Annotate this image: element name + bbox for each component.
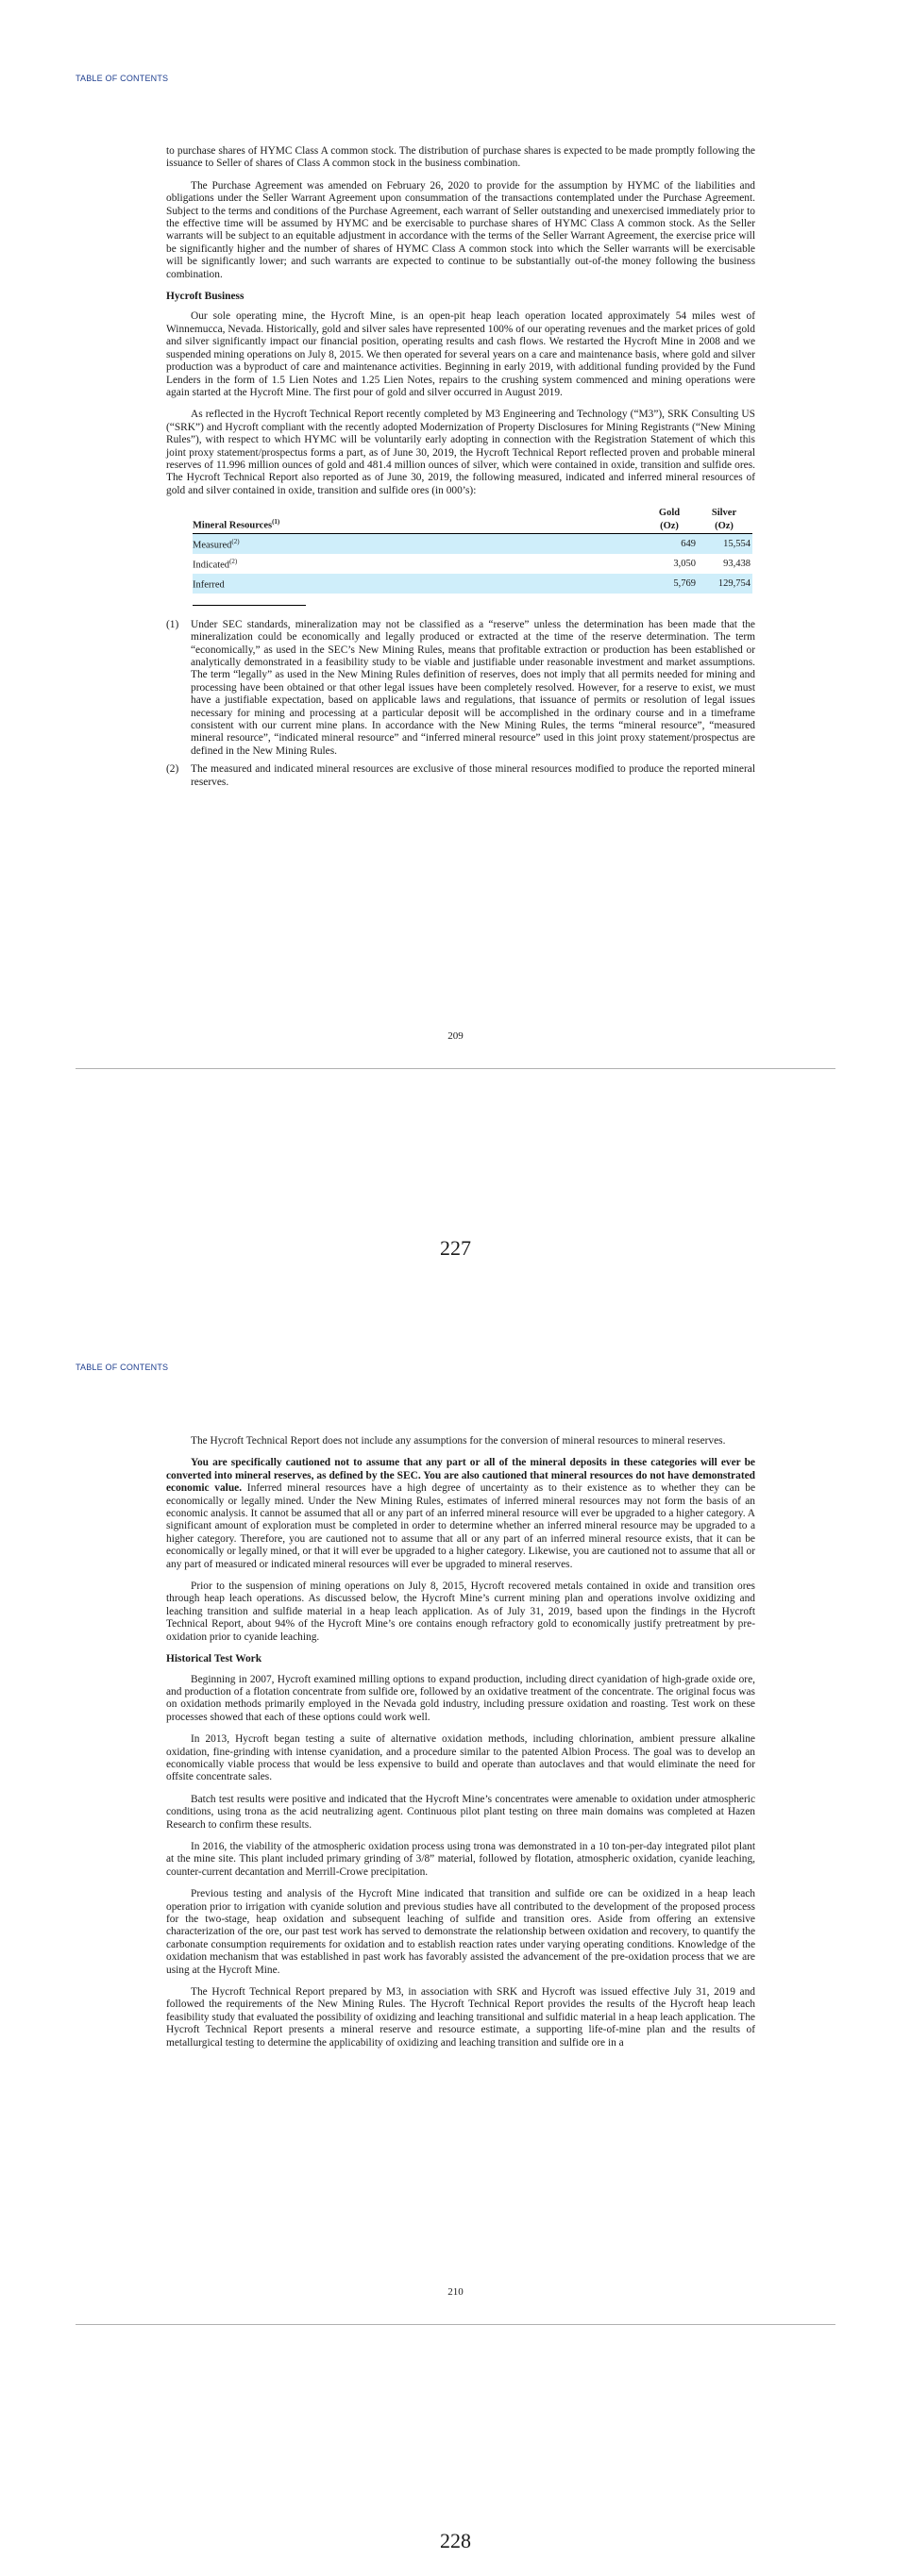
caution-bold-text: You are specifically cautioned not to assume that any part or all of the mineral deposits in these categories will ever be converted into mineral reserves, as defined by the SEC. You are also cautioned that mineral resources do not have demonstrated economic value. xyxy=(166,1457,755,1495)
footnote-2 xyxy=(166,763,755,789)
page-divider xyxy=(76,1068,835,1069)
footnote-text: The measured and indicated mineral resources are exclusive of those mineral resources modified to produce the reported mineral reserves. xyxy=(191,763,755,788)
pdf-page-number: 227 xyxy=(440,1236,471,1260)
paragraph-2013: In 2013, Hycroft began testing a suite of alternative oxidation methods, including chlorination, ambient pressure alkaline oxidation, fine-grinding with intense cyanidation, and a procedure similar to the patented Albion Process. The goal was to develop an economically viable process that would be less expensive to build and operate than autoclaves and that would eliminate the need for offsite concentrate sales. xyxy=(166,1733,755,1783)
page-body xyxy=(166,145,755,795)
page-divider xyxy=(76,2324,835,2325)
footnote-1 xyxy=(166,619,755,758)
mine-paragraph: Our sole operating mine, the Hycroft Mine, is an open-pit heap leach operation located approximately 54 miles west of Winnemucca, Nevada. Historically, gold and silver sales have represented 100% of our operating revenues and the market prices of gold and silver significantly impact our financial position, operating results and cash flows. We restarted the Hycroft Mine in 2008 and we suspended mining operations on July 8, 2015. We then operated for several years on a care and maintenance basis, where gold and silver production was a byproduct of care and maintenance activities. Beginning in early 2019, with additional funding provided by the Fund Lenders in the form of 1.5 Lien Notes and 1.25 Lien Notes, repairs to the crushing system commenced and mining operations were again started at the Hycroft Mine. The first pour of gold and silver occurred in August 2019. xyxy=(166,310,755,398)
table-of-contents-link[interactable]: TABLE OF CONTENTS xyxy=(76,1363,169,1372)
intro-paragraph: to purchase shares of HYMC Class A common stock. The distribution of purchase shares is expected to be made promptly following the issuance to Seller of shares of Class A common stock in the business combination. xyxy=(166,145,755,170)
page-number: 210 xyxy=(447,2286,464,2298)
table-row xyxy=(193,554,752,574)
assumptions-paragraph: The Hycroft Technical Report does not include any assumptions for the conversion of mineral resources to mineral reserves. xyxy=(191,1435,726,1447)
mineral-resources-table xyxy=(193,507,752,594)
footnote-marker: (2) xyxy=(166,763,179,776)
caution-paragraph xyxy=(166,1457,755,1571)
cell-silver: 93,438 xyxy=(723,558,751,569)
page-number: 209 xyxy=(447,1030,464,1042)
cell-silver: 15,554 xyxy=(698,533,752,553)
footnote-marker: (1) xyxy=(166,618,179,630)
m3-report-paragraph: The Hycroft Technical Report prepared by M3, in association with SRK and Hycroft was issued effective July 31, 2019 and followed the requirements of the New Mining Rules. The Hycroft Technical Report provides the results of the Hycroft heap leach feasibility study that evaluated the possibility of oxidizing and leaching transitional and sulfidic material in a heap leach application. The Hycroft Technical Report presents a mineral reserve and resource estimate, a supporting life-of-mine plan and the results of metallurgical testing to determine the applicability of oxidizing and leaching transition and sulfide ore in a xyxy=(166,1986,755,2049)
pdf-page-number: 228 xyxy=(440,2529,471,2552)
caution-text: Inferred mineral resources have a high degree of uncertainty as to their existence as to whether they can be economically or legally mined. Under the New Mining Rules, estimates of inferred mineral resources may not form the basis of an economic analysis. It cannot be assumed that all or any part of an inferred mineral resource will ever be upgraded to a higher category. A significant amount of exploration must be completed in order to determine whether an inferred mineral resource may be upgraded to a higher category. Therefore, you are cautioned not to assume that all or any part of an inferred mineral resource exists, that it can be economically or legally mined, or that it will ever be upgraded to a higher category. Likewise, you are cautioned not to assume that all or any part of measured or indicated mineral resources will ever be upgraded to mineral reserves. xyxy=(166,1482,756,1570)
cell-gold: 3,050 xyxy=(673,558,696,569)
prior-operations-paragraph: Prior to the suspension of mining operations on July 8, 2015, Hycroft recovered metals contained in oxide and transition ores through heap leach operations. As discussed below, the Hycroft Mine’s current mining plan and operations involve oxidizing and leaching transition and sulfide material in a heap leach application. As of July 31, 2019, based upon the findings in the Hycroft Technical Report, about 94% of the Hycroft Mine’s ore contains enough refractory gold to economically justify pretreatment by pre-oxidation prior to cyanide leaching. xyxy=(166,1581,755,1643)
page-body xyxy=(166,1435,755,2059)
table-header-row xyxy=(193,507,752,533)
row-label-measured: Measured$^{(2)}$ xyxy=(193,533,643,553)
paragraph-2007: Beginning in 2007, Hycroft examined milling options to expand production, including direct cyanidation of high-grade oxide ore, and production of a flotation concentrate from sulfide ore, followed by an oxidative treatment of the concentrate. The original focus was on oxidation methods primarily employed in the Nevada gold industry, including pressure oxidation and roasting. Test work on these processes showed that each of these options could work well. xyxy=(166,1673,755,1723)
column-header-silver: Silver (Oz) xyxy=(698,507,752,533)
cell-gold: 5,769 xyxy=(643,574,698,594)
table-row xyxy=(193,574,752,594)
footnote-text: Under SEC standards, mineralization may not be classified as a “reserve” unless the determination has been made that the mineralization could be economically and legally produced or extracted at the time of the reserve determination. The term “economically,” as used in the SEC’s New Mining Rules, means that profitable extraction or production has been established or analytically demonstrated in a feasibility study to be viable and justifiable under reasonable investment and market assumptions. The term “legally” as used in the New Mining Rules definition of reserves, does not imply that all permits needed for mining and processing have been obtained or that other legal issues have been completely resolved. However, for a reserve to exist, we must have a justifiable expectation, based on applicable laws and regulations, that issuance of permits or resolution of legal issues necessary for mining and processing at a particular deposit will be accomplished in the ordinary course and in a timeframe consistent with our current mine plans. In accordance with the New Mining Rules, the terms “mineral resource”, “measured mineral resource”, “indicated mineral resource” and “inferred mineral resource” used in this joint proxy statement/prospectus are defined in the New Mining Rules. xyxy=(191,618,755,757)
cell-gold: 649 xyxy=(643,533,698,553)
batch-results-paragraph: Batch test results were positive and indicated that the Hycroft Mine’s concentrates were amenable to oxidation under atmospheric conditions, using trona as the acid neutralizing agent. Continuous pilot plant testing on three main domains was completed at Hazen Research to confirm these results. xyxy=(166,1793,755,1831)
technical-report-paragraph: As reflected in the Hycroft Technical Report recently completed by M3 Engineering and Technology (“M3”), SRK Consulting US (“SRK”) and Hycroft compliant with the recently adopted Modernization of Property Disclosures for Mining Registrants (“New Mining Rules”), with respect to which HYMC will be voluntarily early adopting in connection with the Registration Statement of which this joint proxy statement/prospectus forms a part, as of June 30, 2019, the Hycroft Technical Report reflected proven and probable mineral reserves of 11.996 million ounces of gold and 481.4 million ounces of silver, which were contained in oxide, transition and sulfide ores. The Hycroft Technical Report also reported as of June 30, 2019, the following measured, indicated and inferred mineral resources of gold and silver contained in oxide, transition and sulfide ores (in 000’s): xyxy=(166,409,755,496)
table-row xyxy=(193,533,752,553)
table-of-contents-link[interactable]: TABLE OF CONTENTS xyxy=(76,74,169,83)
paragraph-2016: In 2016, the viability of the atmospheric oxidation process using trona was demonstrated in a 10 ton-per-day integrated pilot plant at the mine site. This plant included primary grinding of 3/8” material, followed by flotation, atmospheric oxidation, cyanide leaching, counter-current decantation and Merrill-Crowe precipitation. xyxy=(166,1840,755,1878)
section-heading-historical-test-work: Historical Test Work xyxy=(166,1653,262,1665)
previous-testing-paragraph: Previous testing and analysis of the Hycroft Mine indicated that transition and sulfide ore can be oxidized in a heap leach operation prior to irrigation with cyanide solution and previous studies have all contributed to the development of the proposed process for the two-stage, heap oxidation and subsequent leaching of sulfide and transition ores. Aside from offering an extensive characterization of the ore, our past test work has served to demonstrate the relationship between oxidation and recovery, to quantify the carbonate consumption requirements for oxidation and to establish reaction rates under varying operating conditions. Knowledge of the oxidation mechanism that was established in past work has favorably assisted the advancement of the pre-oxidation process that we are using at the Hycroft Mine. xyxy=(166,1888,755,1976)
column-header-mineral-resources: Mineral Resources$^{(1)}$ xyxy=(193,507,643,533)
footnote-divider xyxy=(193,605,306,606)
row-label-inferred: Inferred xyxy=(193,574,643,594)
document-page-210 xyxy=(0,1302,911,2576)
cell-silver: 129,754 xyxy=(698,574,752,594)
amendment-paragraph: The Purchase Agreement was amended on February 26, 2020 to provide for the assumption by HYMC of the liabilities and obligations under the Seller Warrant Agreement upon consummation of the transactions contemplated under the Purchase Agreement. Subject to the terms and conditions of the Purchase Agreement, each warrant of Seller outstanding and unexercised immediately prior to the effective time will be assumed by HYMC and be exercisable to purchase shares of HYMC Class A common stock. As the Seller warrants will be subject to an equitable adjustment in accordance with the terms of the Seller Warrant Agreement, the exercise price will be significantly higher and the number of shares of HYMC Class A common stock into which the Seller warrants will be exercisable will be significantly lower; and such warrants are expected to continue to be substantially out-of-the money following the business combination. xyxy=(166,179,755,280)
column-header-gold: Gold (Oz) xyxy=(643,507,698,533)
section-heading-hycroft-business: Hycroft Business xyxy=(166,291,245,303)
row-label-indicated: Indicated$^{(2)}$ xyxy=(193,557,238,571)
